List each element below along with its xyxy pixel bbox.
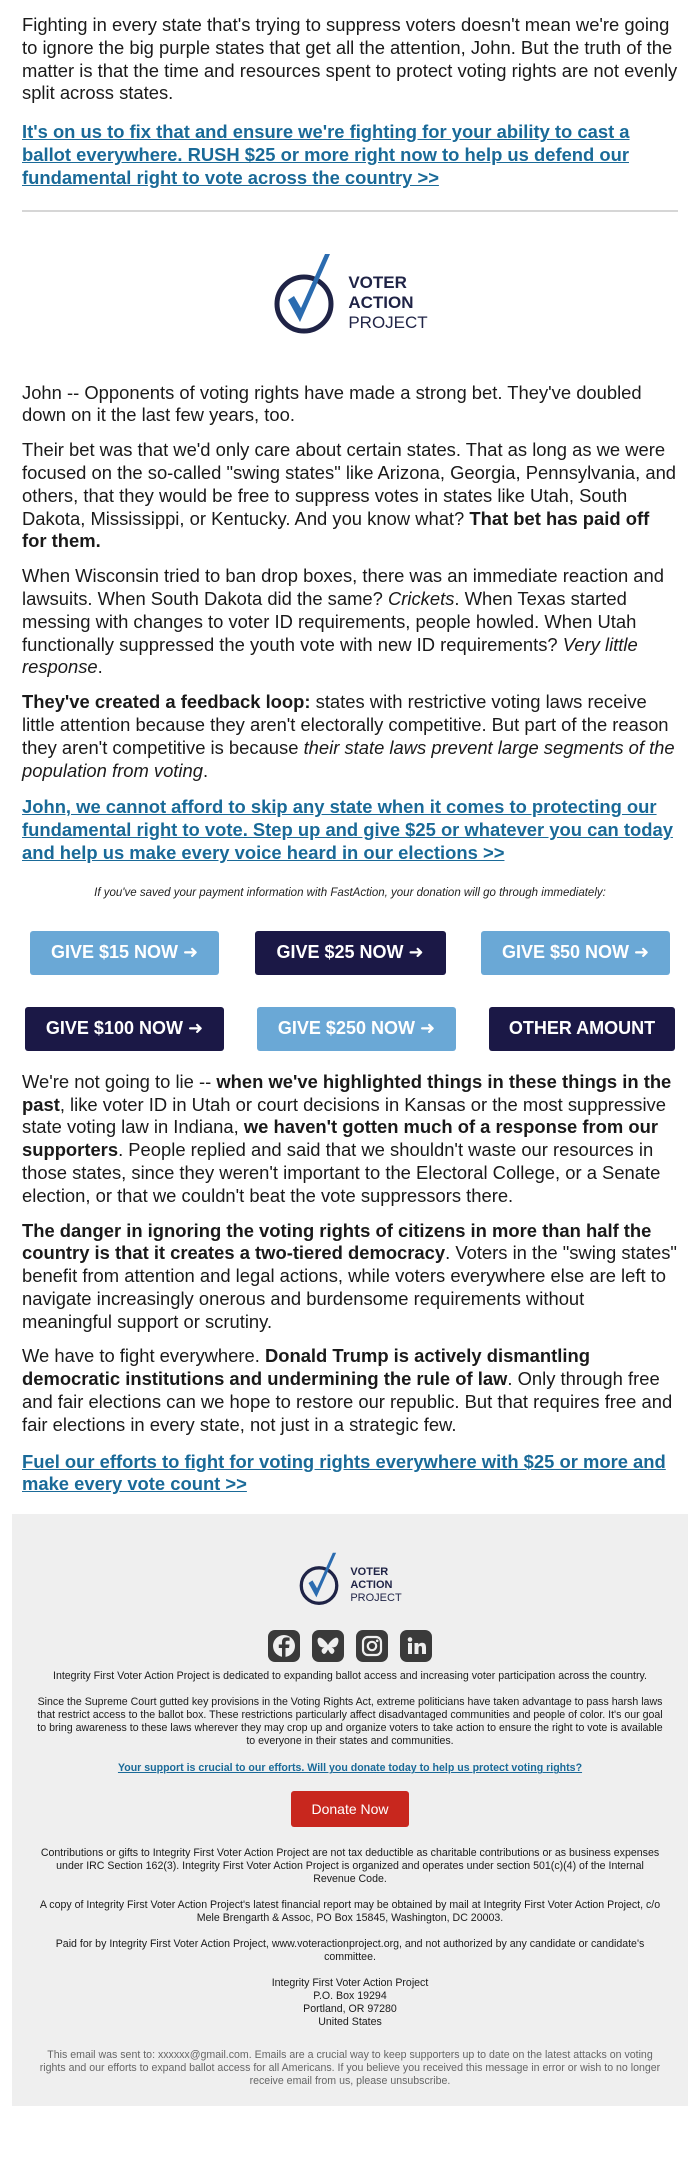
logo-word-voter: VOTER [348, 273, 407, 293]
italic-text: Very little response [22, 633, 638, 678]
give-250-button[interactable]: GIVE $250 NOW ➜ [257, 1007, 456, 1051]
other-amount-button[interactable]: OTHER AMOUNT [489, 1007, 675, 1051]
text: . [202, 759, 209, 781]
bold-text: when we've highlighted things in these things in the past [22, 1070, 672, 1115]
logo-word-project: PROJECT [350, 1591, 402, 1604]
bold-text: That bet has paid off for them. [22, 507, 650, 552]
fastaction-note: If you've saved your payment information with FastAction, your donation will go through immediately: [94, 886, 606, 899]
body-paragraph-6 [22, 1220, 678, 1334]
voter-action-project-logo [22, 246, 678, 342]
italic-text: Crickets [387, 587, 455, 609]
body-paragraph-7 [22, 1345, 678, 1436]
donation-button-row-2 [22, 1007, 678, 1051]
logo-word-action: ACTION [350, 1578, 393, 1591]
text: We're not going to lie -- [22, 1070, 217, 1092]
checkmark-logo-icon [298, 1548, 344, 1610]
footer [12, 1514, 688, 2106]
bold-text: They've created a feedback loop: [22, 691, 311, 713]
logo-word-voter: VOTER [350, 1565, 389, 1578]
text: When Wisconsin tried to ban drop boxes, there was an immediate reaction and lawsuits. When South Dakota did the same? [22, 565, 664, 609]
checkmark-logo-icon [272, 248, 342, 340]
address-line: P.O. Box 19294 [313, 1990, 387, 2003]
text: . Voters in the "swing states" benefit from attention and legal actions, while voters everywhere else are left to navigate increasingly onerous and burdensome requirements without meaningful support or scrutiny. [22, 1242, 677, 1332]
bluesky-icon[interactable] [312, 1630, 344, 1662]
intro-paragraph: Fighting in every state that's trying to suppress voters doesn't mean we're going to ignore the big purple states that get all the attention, John. But the truth of the matter is that the time and resources spent to protect voting rights are not evenly split across states. [22, 14, 678, 104]
facebook-icon[interactable] [268, 1630, 300, 1662]
give-25-button[interactable]: GIVE $25 NOW ➜ [255, 931, 446, 975]
bold-text: The danger in ignoring the voting rights of citizens in more than half the country is that it creates a two-tiered democracy [22, 1219, 652, 1264]
donation-button-row-1 [22, 931, 678, 975]
divider [22, 210, 678, 212]
address-line: Portland, OR 97280 [303, 2003, 397, 2016]
body-paragraph-4 [22, 691, 678, 782]
bold-text: we haven't gotten much of a response from our supporters [22, 1116, 658, 1161]
text: states with restrictive voting laws receive little attention because they aren't electorally competitive. But part of the reason they aren't competitive is because [22, 691, 669, 758]
footer-financial-report: A copy of Integrity First Voter Action Project's latest financial report may be obtained by mail at Integrity First Voter Action Project, c/o Mele Brengarth & Assoc, PO Box 15845, Washington, DC 20003. [39, 1899, 661, 1925]
donate-link-rush[interactable]: It's on us to fix that and ensure we're fighting for your ability to cast a ballot everywhere. RUSH $25 or more right now to help us defend our fundamental right to vote across the country >> [22, 121, 630, 188]
footer-support-link[interactable]: Your support is crucial to our efforts. Will you donate today to help us protect voting rights? [117, 1762, 583, 1775]
footer-paid-for: Paid for by Integrity First Voter Action Project, www.voteractionproject.org, and not authorized by any candidate or candidate's committee. [55, 1938, 645, 1964]
donate-link-step-up[interactable]: John, we cannot afford to skip any state when it comes to protecting our fundamental right to vote. Step up and give $25 or whatever you can today and help us make every voice heard in our elections >> [22, 796, 673, 863]
text: Their bet was that we'd only care about certain states. That as long as we were focused on the so-called "swing states" like Arizona, Georgia, Pennsylvania, and others, that they would be free to suppress votes in states like Utah, South Dakota, Mississippi, or Kentucky. And you know what? [22, 439, 677, 529]
give-100-button[interactable]: GIVE $100 NOW ➜ [25, 1007, 224, 1051]
footer-logo [36, 1548, 664, 1610]
logo-word-action: ACTION [348, 293, 414, 313]
footer-vra-text: Since the Supreme Court gutted key provisions in the Voting Rights Act, extreme politicians have taken advantage to pass harsh laws that restrict access to the ballot box. These restrictions particularly affect disadvantaged communities and people of color. It's our goal to bring awareness to these laws wherever they may crop up and organize voters to take action to ensure the right to vote is available to everyone in their states and communities. [37, 1696, 663, 1748]
body-paragraph-5 [22, 1071, 678, 1208]
give-15-button[interactable]: GIVE $15 NOW ➜ [30, 931, 219, 975]
text: . Only through free and fair elections can we hope to restore our republic. But that requires free and fair elections in every state, not just in a strategic few. [22, 1368, 673, 1435]
social-icons [36, 1630, 664, 1662]
italic-text: their state laws prevent large segments of the population from voting [22, 736, 675, 781]
footer-tax-disclaimer: Contributions or gifts to Integrity First Voter Action Project are not tax deductible as charitable contributions or as business expenses under IRC Section 162(3). Integrity First Voter Action Project is organized and operates under section 501(c)(4) of the Internal Revenue Code. [40, 1847, 660, 1886]
give-50-button[interactable]: GIVE $50 NOW ➜ [481, 931, 670, 975]
address-line: United States [318, 2016, 382, 2029]
logo-word-project: PROJECT [348, 313, 428, 333]
footer-sent-notice: This email was sent to: xxxxxx@gmail.com. Emails are a crucial way to keep supporters up to date on the latest attacks on voting rights and our efforts to expand ballot access for all Americans. If you believe you received this message in error or wish to no longer receive email from us, please unsubscribe. [39, 2049, 661, 2088]
text: . [97, 656, 103, 678]
footer-address [36, 1977, 664, 2029]
footer-mission: Integrity First Voter Action Project is dedicated to expanding ballot access and increasing voter participation across the country. [53, 1670, 647, 1683]
donate-link-fuel[interactable]: Fuel our efforts to fight for voting rights everywhere with $25 or more and make every vote count >> [22, 1450, 666, 1495]
text: , like voter ID in Utah or court decisions in Kansas or the most suppressive state voting law in Indiana, [22, 1093, 666, 1138]
linkedin-icon[interactable] [400, 1630, 432, 1662]
address-line: Integrity First Voter Action Project [271, 1977, 429, 1990]
body-paragraph-2 [22, 439, 678, 553]
donate-now-button[interactable]: Donate Now [291, 1791, 409, 1827]
text: . When Texas started messing with changes to voter ID requirements, people howled. When Utah functionally suppressed the youth vote with new ID requirements? [22, 587, 637, 655]
instagram-icon[interactable] [356, 1630, 388, 1662]
bold-text: Donald Trump is actively dismantling democratic institutions and undermining the rule of law [22, 1345, 590, 1390]
body-paragraph-3 [22, 565, 678, 679]
bottom-spacer [0, 2106, 700, 2126]
body-paragraph-1: John -- Opponents of voting rights have made a strong bet. They've doubled down on it the last few years, too. [22, 381, 642, 426]
text: We have to fight everywhere. [22, 1345, 265, 1367]
text: . People replied and said that we shouldn't waste our resources in those states, since they weren't important to the Electoral College, or a Senate election, or that we couldn't beat the vote suppressors there. [22, 1139, 661, 1206]
